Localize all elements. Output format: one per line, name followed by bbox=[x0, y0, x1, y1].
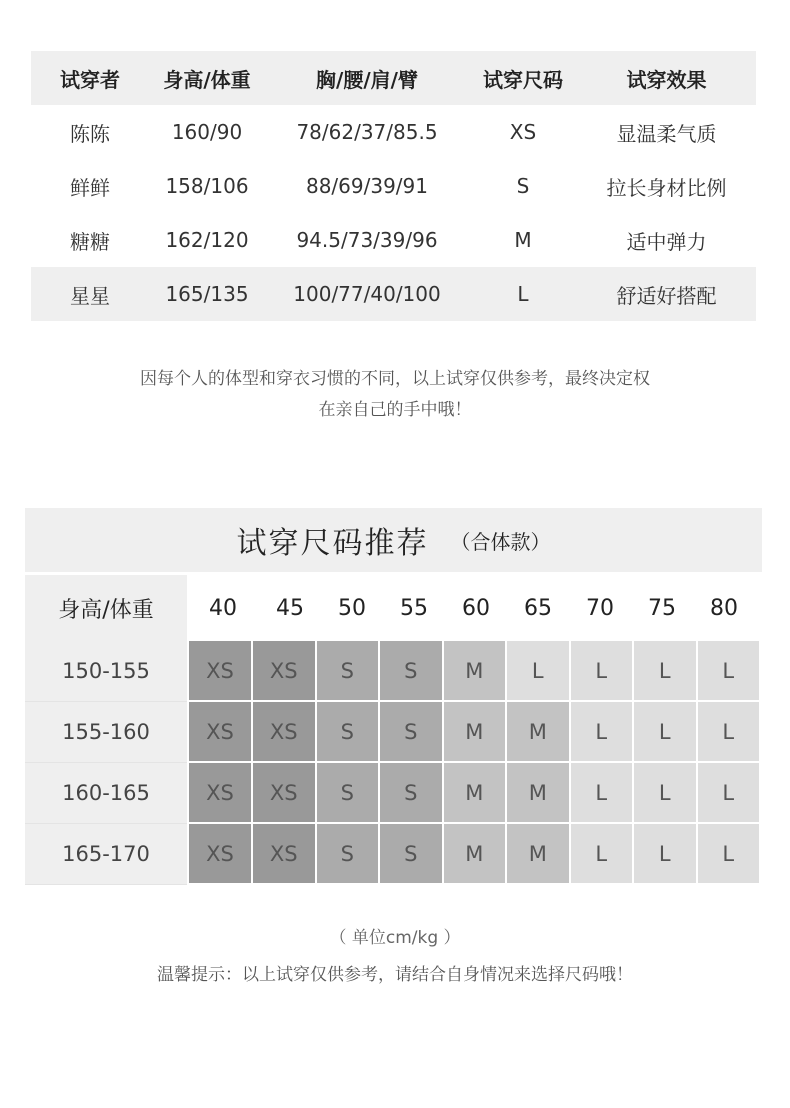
weight-header: 75 bbox=[648, 595, 676, 621]
size-cell: L bbox=[569, 641, 633, 702]
size-cell: S bbox=[378, 641, 442, 702]
size-cell: XS bbox=[187, 824, 251, 885]
size-cell: L bbox=[632, 702, 696, 763]
height-weight: 160/90 bbox=[171, 120, 243, 144]
height-range: 150-155 bbox=[25, 641, 187, 702]
size-chart-title: 试穿尺码推荐 bbox=[236, 526, 429, 561]
height-range: 160-165 bbox=[25, 763, 187, 824]
size-cell: L bbox=[569, 702, 633, 763]
size-chart bbox=[25, 508, 762, 885]
row-header-label: 身高/体重 bbox=[25, 575, 187, 641]
measurements: 94.5/73/39/96 bbox=[296, 228, 438, 252]
weight-header: 40 bbox=[209, 595, 237, 621]
size: L bbox=[517, 282, 529, 306]
unit-note: （ 单位cm/kg ） bbox=[329, 928, 461, 948]
size-cell: M bbox=[505, 824, 569, 885]
tryon-disclaimer bbox=[0, 364, 790, 426]
weight-header: 80 bbox=[710, 595, 738, 621]
size-row bbox=[25, 824, 762, 885]
size-cell: XS bbox=[187, 763, 251, 824]
header-effect: 试穿效果 bbox=[626, 67, 707, 92]
effect: 舒适好搭配 bbox=[616, 283, 717, 308]
tester-name: 星星 bbox=[70, 283, 110, 308]
weight-header: 55 bbox=[400, 595, 428, 621]
header-size: 试穿尺码 bbox=[483, 67, 563, 92]
size-cell: S bbox=[315, 763, 379, 824]
size-cell: XS bbox=[251, 702, 315, 763]
weight-header: 50 bbox=[338, 595, 366, 621]
tryon-row bbox=[31, 213, 756, 267]
size-cell: S bbox=[315, 641, 379, 702]
size-row bbox=[25, 641, 762, 702]
size-cell: L bbox=[696, 763, 760, 824]
weight-header: 65 bbox=[524, 595, 552, 621]
height-weight: 162/120 bbox=[165, 228, 249, 252]
size-cell: L bbox=[632, 763, 696, 824]
size-cell: S bbox=[378, 824, 442, 885]
size-cell: L bbox=[632, 641, 696, 702]
size-cell: L bbox=[632, 824, 696, 885]
size-cell: L bbox=[505, 641, 569, 702]
tryon-table bbox=[31, 51, 756, 321]
size-cell: XS bbox=[251, 824, 315, 885]
warm-tip: 温馨提示：以上试穿仅供参考，请结合自身情况来选择尺码哦！ bbox=[157, 965, 633, 985]
height-weight: 158/106 bbox=[165, 174, 249, 198]
effect: 拉长身材比例 bbox=[606, 175, 727, 200]
size-cell: S bbox=[378, 702, 442, 763]
size-cell: L bbox=[696, 641, 760, 702]
size-chart-body bbox=[25, 641, 762, 885]
tryon-row bbox=[31, 267, 756, 321]
size-cell: S bbox=[378, 763, 442, 824]
size-cell: XS bbox=[187, 641, 251, 702]
tryon-row bbox=[31, 159, 756, 213]
size-cell: XS bbox=[187, 702, 251, 763]
weight-header: 70 bbox=[586, 595, 614, 621]
size-chart-header-row bbox=[25, 572, 762, 641]
size-cell: S bbox=[315, 824, 379, 885]
weight-header-cells bbox=[187, 575, 762, 641]
size: M bbox=[514, 228, 532, 252]
height-range: 165-170 bbox=[25, 824, 187, 885]
size-cell: M bbox=[505, 702, 569, 763]
measurements: 78/62/37/85.5 bbox=[296, 120, 438, 144]
weight-header: 45 bbox=[276, 595, 304, 621]
height-range: 155-160 bbox=[25, 702, 187, 763]
size-cell: M bbox=[442, 641, 506, 702]
size-cell: M bbox=[505, 763, 569, 824]
size-row bbox=[25, 763, 762, 824]
size-chart-subtitle: （合体款） bbox=[450, 529, 551, 554]
size-chart-title-bar bbox=[25, 508, 762, 572]
measurements: 100/77/40/100 bbox=[293, 282, 441, 306]
size-cell: M bbox=[442, 763, 506, 824]
size-cell: S bbox=[315, 702, 379, 763]
disclaimer-line-1: 因每个人的体型和穿衣习惯的不同，以上试穿仅供参考，最终决定权 bbox=[140, 369, 650, 389]
tester-name: 糖糖 bbox=[70, 229, 110, 254]
tester-name: 陈陈 bbox=[70, 121, 110, 146]
tryon-row bbox=[31, 105, 756, 159]
size: XS bbox=[509, 120, 537, 144]
size-cell: L bbox=[569, 763, 633, 824]
size: S bbox=[516, 174, 530, 198]
size-cell: M bbox=[442, 702, 506, 763]
height-weight: 165/135 bbox=[165, 282, 249, 306]
effect: 适中弹力 bbox=[626, 229, 707, 254]
size-cell: XS bbox=[251, 641, 315, 702]
size-cell: L bbox=[696, 824, 760, 885]
measurements: 88/69/39/91 bbox=[305, 174, 428, 198]
weight-header: 60 bbox=[462, 595, 490, 621]
header-height-weight: 身高/体重 bbox=[163, 67, 251, 92]
disclaimer-line-2: 在亲自己的手中哦！ bbox=[318, 400, 472, 420]
size-cell: XS bbox=[251, 763, 315, 824]
size-cell: M bbox=[442, 824, 506, 885]
header-tester: 试穿者 bbox=[60, 67, 120, 92]
size-cell: L bbox=[569, 824, 633, 885]
size-cell: L bbox=[696, 702, 760, 763]
tester-name: 鲜鲜 bbox=[70, 175, 110, 200]
effect: 显温柔气质 bbox=[616, 121, 717, 146]
header-measurements: 胸/腰/肩/臂 bbox=[316, 67, 418, 92]
size-row bbox=[25, 702, 762, 763]
tryon-header-row bbox=[31, 51, 756, 105]
